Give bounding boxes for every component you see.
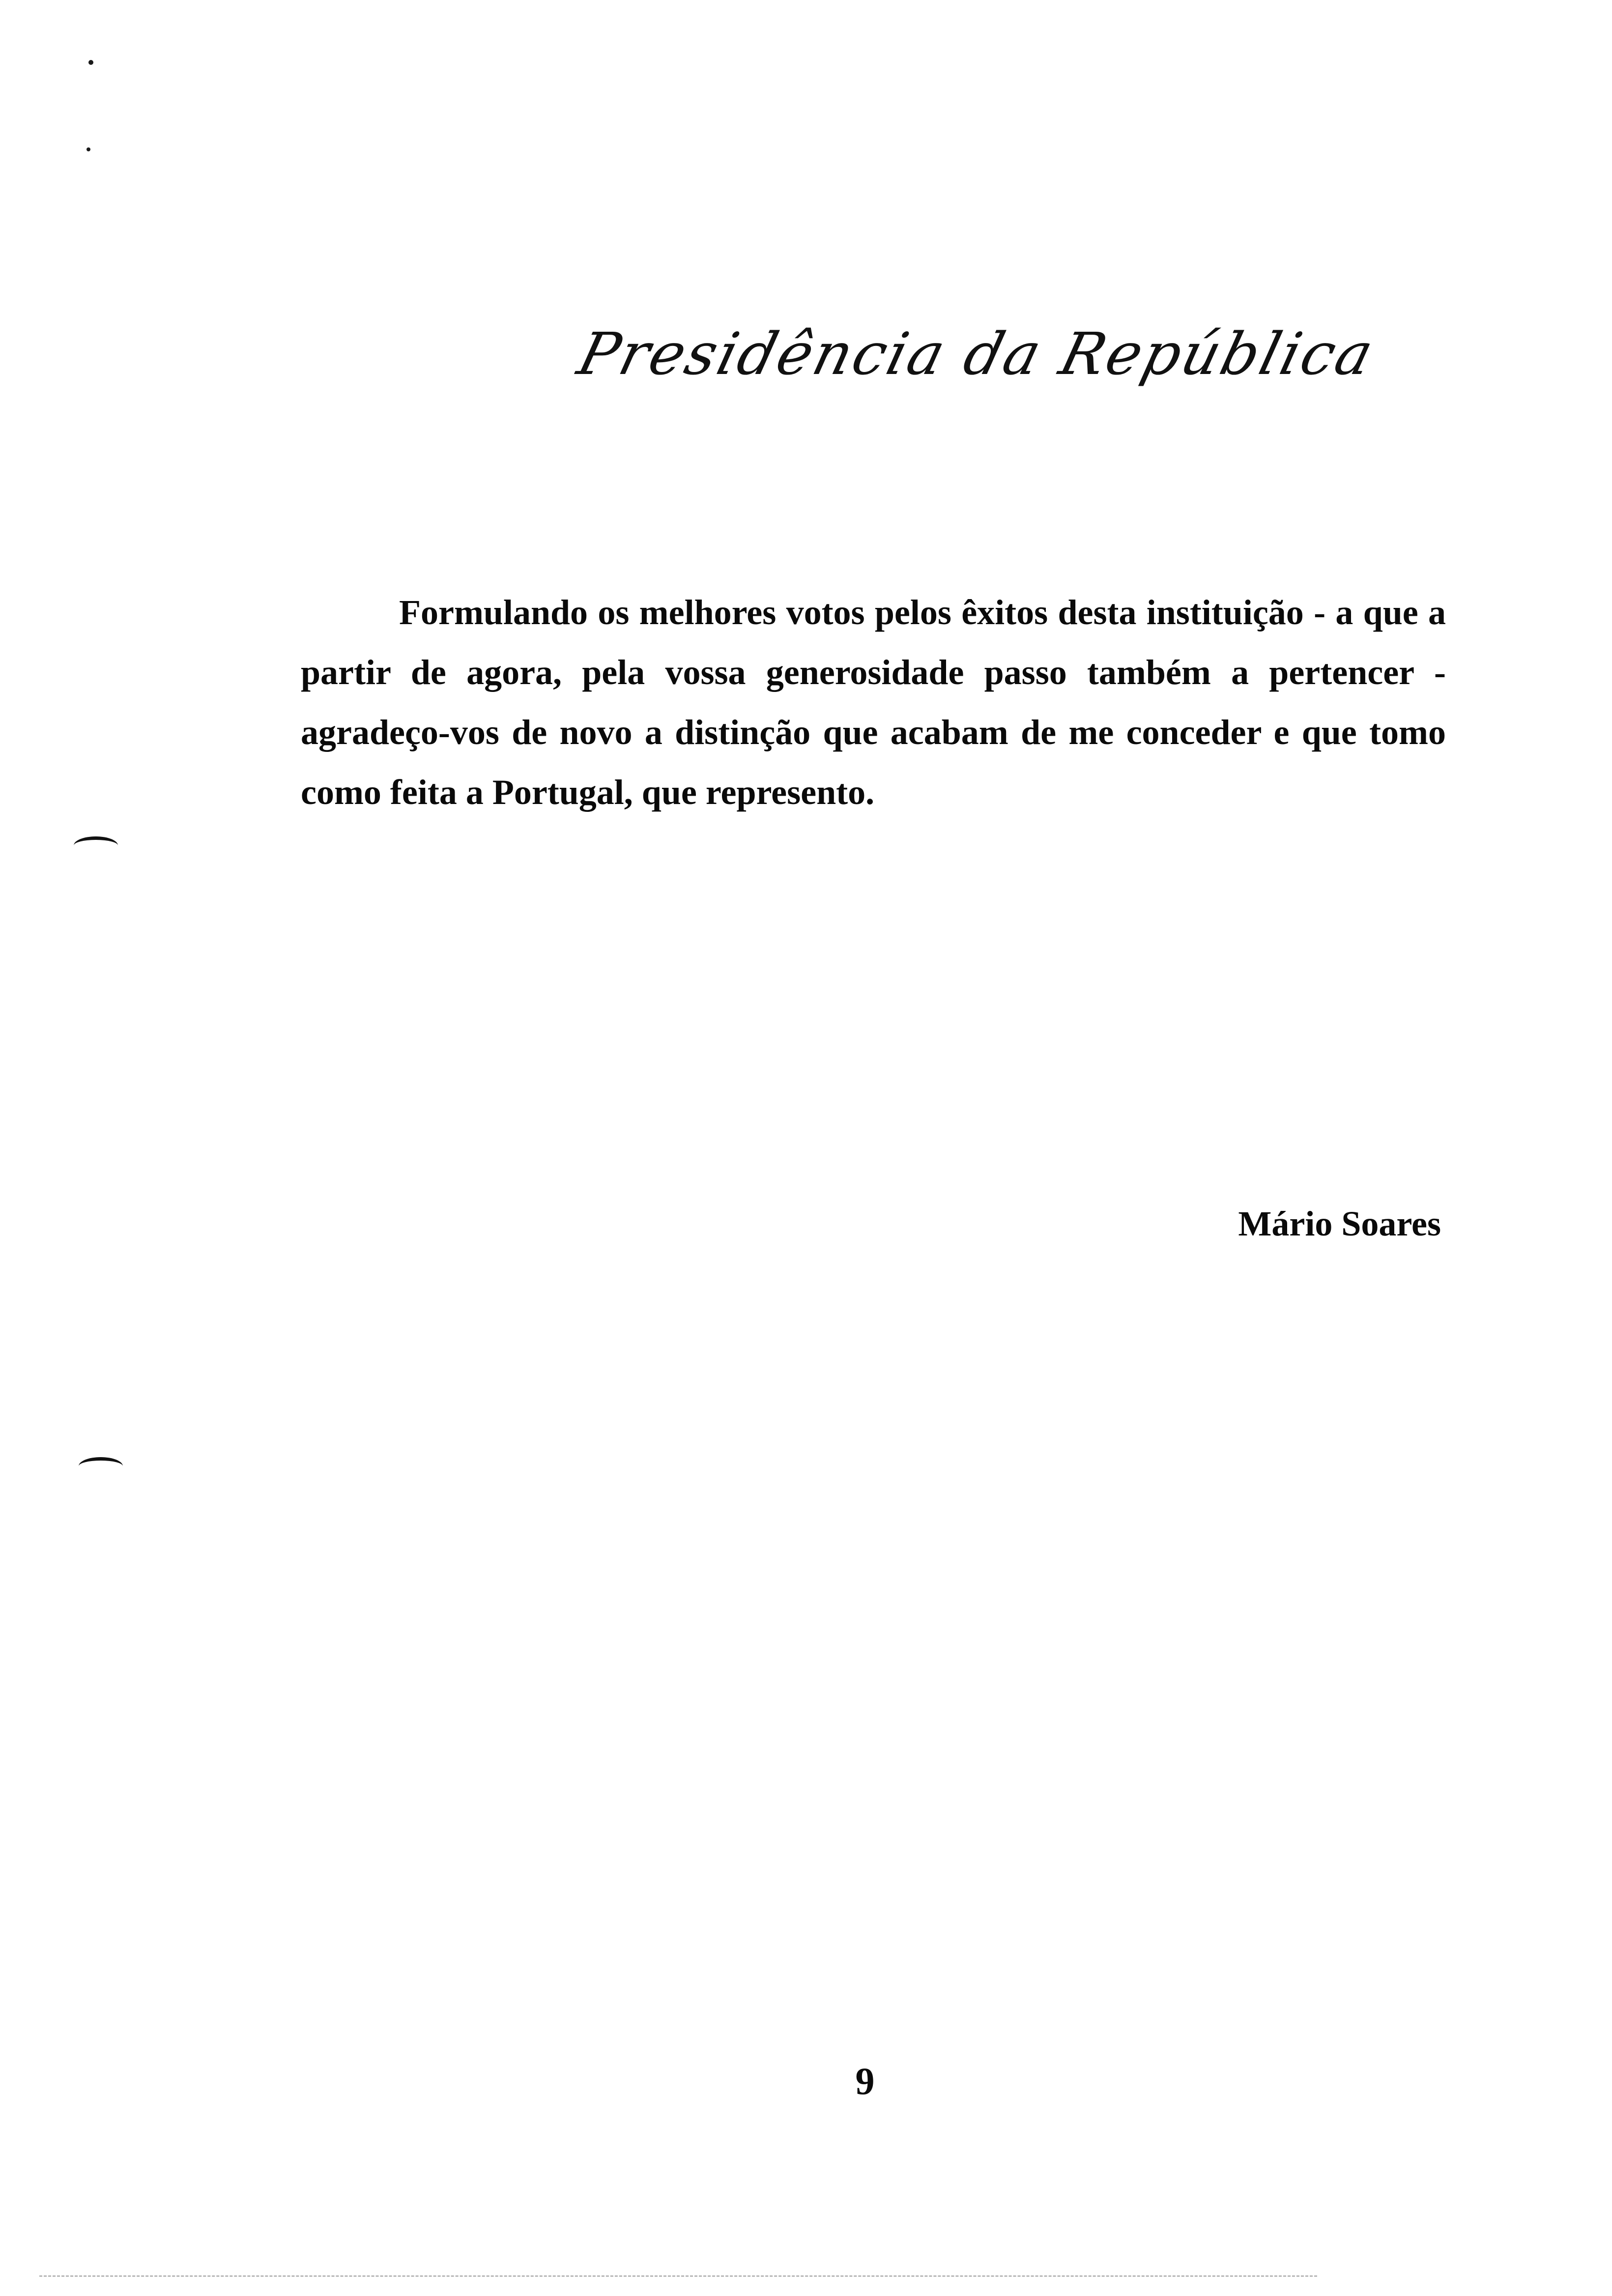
page-number: 9	[855, 2060, 875, 2102]
punch-hole-mark	[79, 1457, 123, 1475]
letter-paragraph: Formulando os melhores votos pelos êxitos desta instituição - a que a partir de agora, pela vossa generosidade passo também a pertencer - agradeço-vos de novo a distinção que acabam de me conceder e que tomo como feita a Portugal, que represento.	[301, 593, 1446, 812]
scan-speck	[86, 147, 90, 151]
scan-edge-artifact	[39, 2275, 1317, 2277]
punch-hole-mark	[74, 836, 118, 855]
letterhead-title: Presidência da República	[571, 320, 1382, 388]
signature-name: Mário Soares	[1238, 1204, 1441, 1243]
scan-speck	[88, 60, 93, 65]
